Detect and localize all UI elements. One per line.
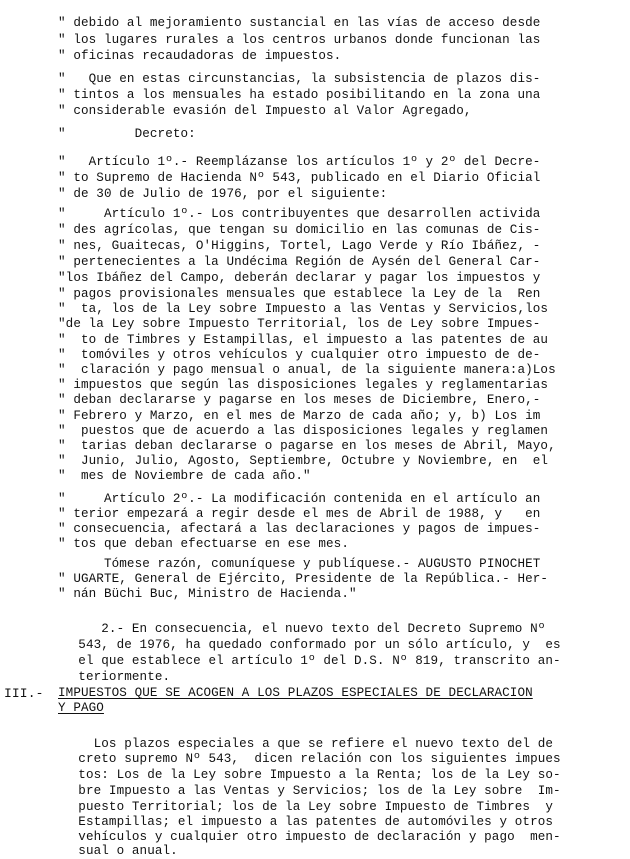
text-line: " nes, Guaitecas, O'Higgins, Tortel, Lago Verde y Río Ibáñez, - — [58, 239, 541, 253]
decree-heading: " Decreto: — [58, 127, 196, 141]
text-line: Los plazos especiales a que se refiere el nuevo texto del de — [40, 737, 554, 751]
text-line: " los lugares rurales a los centros urbanos donde funcionan las — [58, 33, 541, 47]
text-line: "los Ibáñez del Campo, deberán declarar y pagar los impuestos y — [58, 271, 541, 285]
text-line: " tos que deban efectuarse en ese mes. — [58, 537, 349, 551]
text-line: " tintos a los mensuales ha estado posibilitando en la zona una — [58, 88, 541, 102]
text-line: " to Supremo de Hacienda Nº 543, publicado en el Diario Oficial — [58, 171, 541, 185]
text-line: Tómese razón, comuníquese y publíquese.- AUGUSTO PINOCHET — [58, 557, 541, 571]
text-line: " terior empezará a regir desde el mes de Abril de 1988, y en — [58, 507, 541, 521]
text-line: 543, de 1976, ha quedado conformado por un sólo artículo, y es — [40, 638, 561, 652]
section-heading-continued: Y PAGO — [58, 701, 104, 715]
text-line: " Artículo 1º.- Reemplázanse los artículos 1º y 2º del Decre- — [58, 155, 541, 169]
text-line: sual o anual. — [40, 844, 178, 858]
text-line: " Junio, Julio, Agosto, Septiembre, Octubre y Noviembre, en el — [58, 454, 549, 468]
text-line: " mes de Noviembre de cada año." — [58, 469, 311, 483]
text-line: " Artículo 2º.- La modificación contenida en el artículo an — [58, 492, 541, 506]
text-line: " considerable evasión del Impuesto al Valor Agregado, — [58, 104, 472, 118]
text-line: " impuestos que según las disposiciones legales y reglamentarias — [58, 378, 549, 392]
text-line: " des agrícolas, que tengan su domicilio en las comunas de Cis- — [58, 223, 541, 237]
text-line: Estampillas; el impuesto a las patentes de automóviles y otros — [40, 815, 554, 829]
text-line: " UGARTE, General de Ejército, Presidente de la República.- Her- — [58, 572, 549, 586]
text-line: " oficinas recaudadoras de impuestos. — [58, 49, 342, 63]
section-number: III.- — [4, 686, 52, 701]
text-line: " consecuencia, afectará a las declaraciones y pagos de impues- — [58, 522, 541, 536]
section-heading: IMPUESTOS QUE SE ACOGEN A LOS PLAZOS ESPECIALES DE DECLARACION — [58, 686, 533, 700]
text-line: tos: Los de la Ley sobre Impuesto a la Renta; los de la Ley so- — [40, 768, 561, 782]
text-line: "de la Ley sobre Impuesto Territorial, los de Ley sobre Impues- — [58, 317, 541, 331]
text-line: 2.- En consecuencia, el nuevo texto del Decreto Supremo Nº — [40, 622, 546, 636]
text-line: " Que en estas circunstancias, la subsistencia de plazos dis- — [58, 72, 541, 86]
text-line: puesto Territorial; los de la Ley sobre Impuesto de Timbres y — [40, 800, 554, 814]
text-line: " nán Büchi Buc, Ministro de Hacienda." — [58, 587, 357, 601]
text-line: teriormente. — [40, 670, 171, 684]
text-line: " claración y pago mensual o anual, de la siguiente manera:a)Los — [58, 363, 556, 377]
text-line: " debido al mejoramiento sustancial en las vías de acceso desde — [58, 16, 541, 30]
text-line: creto supremo Nº 543, dicen relación con los siguientes impues — [40, 752, 561, 766]
text-line: " puestos que de acuerdo a las disposiciones legales y reglamen — [58, 424, 549, 438]
text-line: bre Impuesto a las Ventas y Servicios; los de la Ley sobre Im- — [40, 784, 561, 798]
text-line: el que establece el artículo 1º del D.S. Nº 819, transcrito an- — [40, 654, 561, 668]
text-line: " tarias deban declararse o pagarse en los meses de Abril, Mayo, — [58, 439, 556, 453]
text-line: " ta, los de la Ley sobre Impuesto a las Ventas y Servicios,los — [58, 302, 549, 316]
text-line: " de 30 de Julio de 1976, por el siguiente: — [58, 187, 388, 201]
text-line: " Febrero y Marzo, en el mes de Marzo de cada año; y, b) Los im — [58, 409, 541, 423]
text-line: " deban declararse y pagarse en los meses de Diciembre, Enero,- — [58, 393, 541, 407]
text-line: " pertenecientes a la Undécima Región de Aysén del General Car- — [58, 255, 541, 269]
text-line: " tomóviles y otros vehículos y cualquier otro impuesto de de- — [58, 348, 541, 362]
text-line: " to de Timbres y Estampillas, el impuesto a las patentes de au — [58, 333, 549, 347]
text-line: " pagos provisionales mensuales que establece la Ley de la Ren — [58, 287, 541, 301]
text-line: " Artículo 1º.- Los contribuyentes que desarrollen activida — [58, 207, 541, 221]
text-line: vehículos y cualquier otro impuesto de declaración y pago men- — [40, 830, 561, 844]
